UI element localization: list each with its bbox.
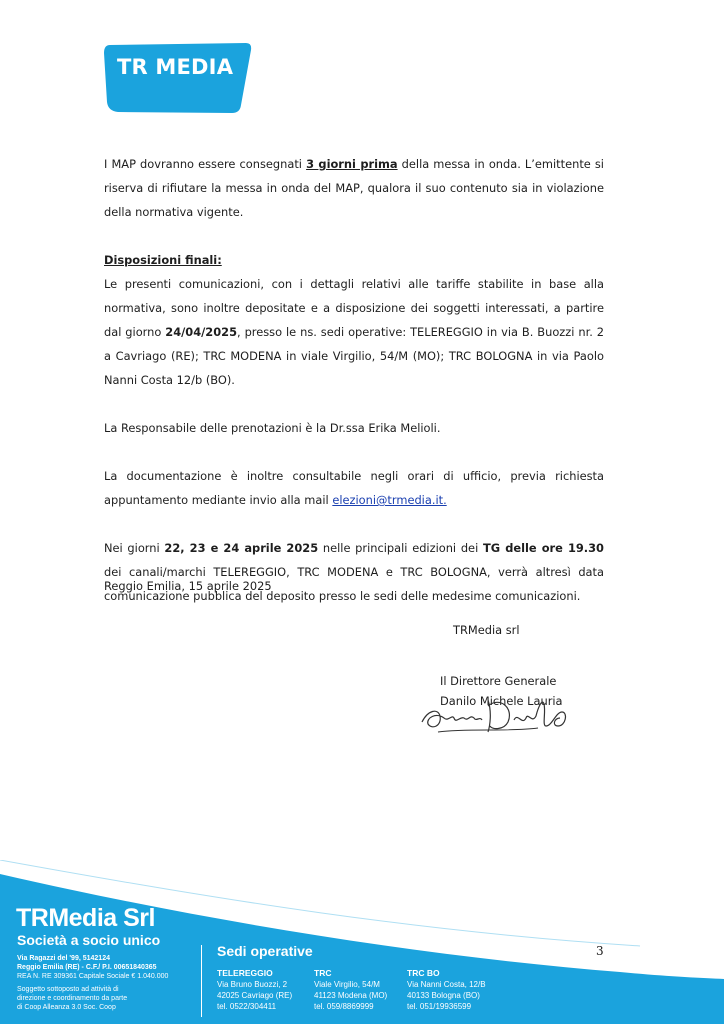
dateline: Reggio Emilia, 15 aprile 2025: [104, 579, 272, 593]
director-name: Danilo Michele Lauria: [440, 694, 563, 708]
company-logo: [104, 41, 252, 114]
handwritten-signature: [418, 682, 573, 740]
letter-body: [104, 152, 604, 608]
footer-office-telereggio: TELEREGGIO Via Bruno Buozzi, 2 42025 Cavriago (RE) tel. 0522/304411: [217, 968, 293, 1011]
footer-company-info: Via Ragazzi del '99, 5142124 Reggio Emilia (RE) - C.F./ P.I. 00651840365 REA N. RE 309361 Capitale Sociale € 1.040.000 Soggetto sottoposto ad attività di direzione e coordinamento da parte di Coop Alleanza 3.0 Soc. Coop: [17, 955, 169, 1011]
director-role: Il Direttore Generale: [440, 674, 557, 688]
logo-text: TR MEDIA: [117, 55, 234, 79]
email-link[interactable]: elezioni@trmedia.it.: [332, 493, 447, 507]
section-heading: Disposizioni finali:: [104, 253, 222, 267]
footer-brand: TRMedia Srl: [16, 904, 155, 932]
paragraph-delivery: I MAP dovranno essere consegnati 3 giorni prima della messa in onda. L’emittente si riserva di rifiutare la messa in onda del MAP, qualora il suo contenuto sia in violazione della normativa vigente.: [104, 157, 604, 219]
footer-subtitle: Società a socio unico: [17, 932, 161, 948]
footer-office-trc: TRC Viale Virgilio, 54/M 41123 Modena (MO) tel. 059/8869999: [314, 968, 388, 1011]
signoff-company: TRMedia srl: [453, 623, 520, 637]
paragraph-broadcast: Nei giorni 22, 23 e 24 aprile 2025 nelle principali edizioni dei TG delle ore 19.30 dei canali/marchi TELEREGGIO, TRC MODENA e TRC BOLOGNA, verrà altresì data comunicazione pubblica del deposito presso le sedi delle medesime comunicazioni.: [104, 541, 604, 603]
paragraph-responsible: La Responsabile delle prenotazioni è la Dr.ssa Erika Melioli.: [104, 421, 441, 435]
paragraph-documentation: La documentazione è inoltre consultabile negli orari di ufficio, previa richiesta appuntamento mediante invio alla mail elezioni@trmedia.it.: [104, 469, 604, 507]
page-number: 3: [596, 944, 604, 958]
footer-office-trc-bo: TRC BO Via Nanni Costa, 12/B 40133 Bologna (BO) tel. 051/19936599: [407, 968, 486, 1011]
footer-sedi-title: Sedi operative: [217, 943, 313, 959]
delivery-deadline: 3 giorni prima: [306, 157, 398, 171]
deposit-date: 24/04/2025: [165, 325, 238, 339]
footer-divider: [201, 945, 202, 1017]
paragraph-deposit: Le presenti comunicazioni, con i dettagli relativi alle tariffe stabilite in base alla normativa, sono inoltre depositate e a disposizione dei soggetti interessati, a partire dal giorno 24/04/2025, presso le ns. sedi operative: TELEREGGIO in via B. Buozzi nr. 2 a Cavriago (RE); TRC MODENA in viale Virgilio, 54/M (MO); TRC BOLOGNA in via Paolo Nanni Costa 12/b (BO).: [104, 277, 605, 387]
